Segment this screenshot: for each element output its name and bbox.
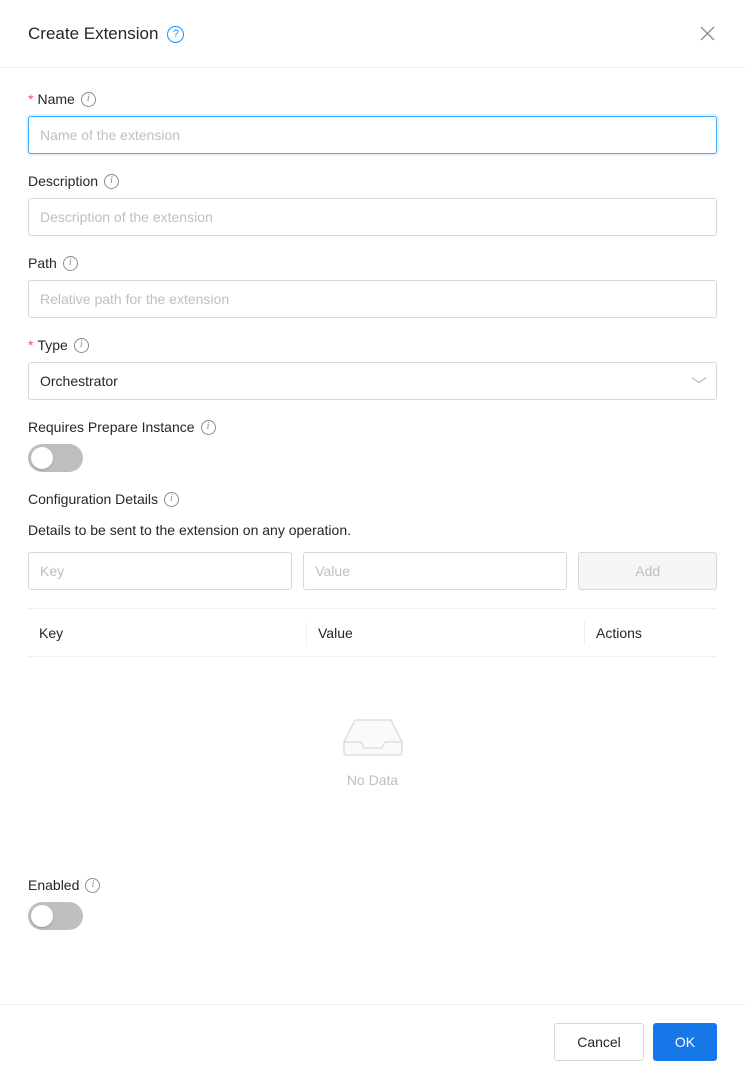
- path-input[interactable]: [28, 280, 717, 318]
- dialog-header: [0, 0, 745, 68]
- ok-button[interactable]: OK: [653, 1023, 717, 1061]
- path-label-row: [28, 254, 717, 272]
- configuration-table: [28, 608, 717, 842]
- column-header-key: Key: [39, 624, 64, 641]
- info-icon[interactable]: i: [85, 878, 100, 893]
- table-header-row: [28, 609, 717, 657]
- page-title: Create Extension: [28, 24, 159, 43]
- field-description: [28, 172, 717, 236]
- config-key-input[interactable]: [28, 552, 292, 590]
- info-icon[interactable]: i: [104, 174, 119, 189]
- enabled-toggle[interactable]: [28, 902, 83, 930]
- required-marker: *: [28, 337, 34, 353]
- field-requires-prepare-instance: [28, 418, 717, 472]
- toggle-knob: [31, 905, 53, 927]
- chevron-down-icon: [691, 376, 708, 387]
- requires-prepare-instance-label-row: [28, 418, 717, 436]
- info-icon[interactable]: i: [201, 420, 216, 435]
- requires-prepare-instance-toggle[interactable]: [28, 444, 83, 472]
- field-enabled: [28, 876, 717, 930]
- close-icon[interactable]: [691, 18, 723, 50]
- dialog-body: [0, 68, 745, 1004]
- info-icon[interactable]: i: [81, 92, 96, 107]
- enabled-label-row: [28, 876, 717, 894]
- info-icon[interactable]: i: [63, 256, 78, 271]
- question-circle-icon[interactable]: ?: [167, 26, 184, 43]
- description-label: Description: [28, 173, 99, 189]
- type-select[interactable]: [28, 362, 717, 400]
- configuration-entry-row: [28, 552, 717, 590]
- configuration-details-label: Configuration Details: [28, 491, 158, 507]
- section-configuration-details: [28, 490, 717, 842]
- configuration-details-description: Details to be sent to the extension on any operation.: [28, 522, 351, 538]
- dialog-footer: [0, 1004, 745, 1078]
- table-empty-state: [28, 657, 717, 842]
- required-marker: *: [28, 91, 34, 107]
- empty-state-text: No Data: [346, 772, 399, 788]
- enabled-label: Enabled: [28, 877, 80, 893]
- column-header-value: Value: [306, 621, 584, 645]
- field-path: [28, 254, 717, 318]
- add-config-button[interactable]: Add: [578, 552, 717, 590]
- description-input[interactable]: [28, 198, 717, 236]
- toggle-knob: [31, 447, 53, 469]
- description-label-row: [28, 172, 717, 190]
- column-header-actions: Actions: [584, 621, 717, 645]
- field-name: [28, 90, 717, 154]
- cancel-button[interactable]: Cancel: [554, 1023, 644, 1061]
- type-label-row: [28, 336, 717, 354]
- field-type: [28, 336, 717, 400]
- info-icon[interactable]: i: [74, 338, 89, 353]
- name-label: Name: [37, 91, 75, 107]
- name-label-row: [28, 90, 717, 108]
- path-label: Path: [28, 255, 57, 271]
- configuration-details-label-row: [28, 490, 717, 508]
- empty-box-icon: [337, 711, 409, 764]
- type-label: Type: [37, 337, 68, 353]
- info-icon[interactable]: i: [164, 492, 179, 507]
- config-value-input[interactable]: [303, 552, 567, 590]
- type-select-value: Orchestrator: [40, 373, 118, 389]
- requires-prepare-instance-label: Requires Prepare Instance: [28, 419, 195, 435]
- name-input[interactable]: [28, 116, 717, 154]
